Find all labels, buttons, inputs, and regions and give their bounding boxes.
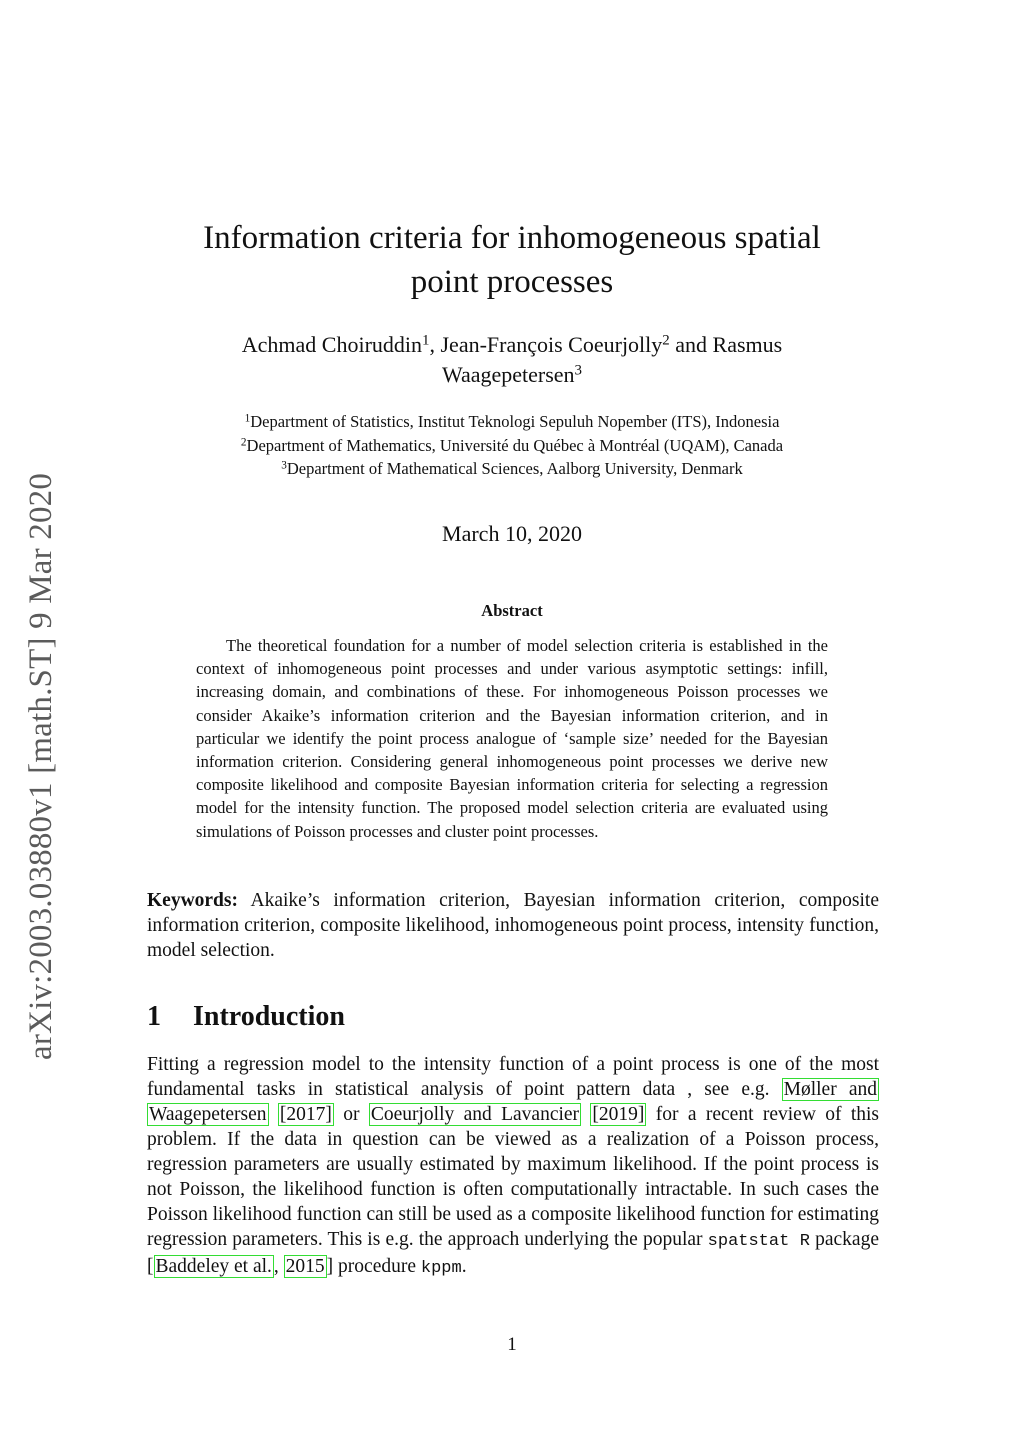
body-text: Fitting a regression model to the intensity function of a point process is one of the most fundamental tasks in statistical analysis of point pattern data , see e.g. (147, 1054, 879, 1100)
paper-title (150, 216, 874, 304)
citation-year-link[interactable]: 2015 (285, 1256, 325, 1277)
affiliation (150, 434, 874, 458)
affiliation-text: Department of Mathematical Sciences, Aalborg University, Denmark (286, 459, 743, 478)
citation-year-link[interactable]: [2017] (279, 1104, 332, 1125)
author-name: Jean-François Coeurjolly (440, 332, 663, 357)
abstract-text: The theoretical foundation for a number of model selection criteria is established in the context of inhomogeneous point processes and under various asymptotic settings: infill, increasing domain, and combinations of these. For inhomogeneous Poisson processes we consider Akaike’s information criterion and the Bayesian information criterion, and in particular we identify the point process analogue of ‘sample size’ needed for the Bayesian information criterion. Considering general inhomogeneous point processes we derive new composite likelihood and composite Bayesian information criteria for selecting a regression model for the intensity function. The proposed model selection criteria are evaluated using simulations of Poisson processes and cluster point processes. (196, 636, 828, 841)
title-line-2: point processes (410, 264, 614, 300)
inline-code: kppm (420, 1259, 462, 1278)
inline-code: spatstat R (707, 1232, 810, 1251)
affiliation-text: Department of Mathematics, Université du Québec à Montréal (UQAM), Canada (246, 435, 784, 455)
author-name: Achmad Choiruddin (241, 332, 423, 357)
body-text: or (333, 1104, 369, 1125)
citation-link[interactable]: Møller and Waagepetersen (149, 1079, 877, 1125)
body-text: for a recent review of this problem. If the data in question can be viewed as a realization of a Poisson process, regression parameters are usually estimated by maximum likelihood. If the point process is not Poisson, the likelihood function is often computationally intractable. In such cases the Poisson likelihood function can still be used as a composite likelihood function for estimating regression parameters. This is e.g. the approach underlying the popular (147, 1104, 880, 1250)
author-separator: and Rasmus (669, 332, 783, 357)
intro-paragraph (147, 1052, 879, 1281)
body-text: package (809, 1229, 879, 1250)
keywords-label: Keywords: (147, 890, 238, 911)
paper-date: March 10, 2020 (442, 521, 582, 546)
affiliation-mark: 3 (281, 459, 287, 472)
author-name: Waagepetersen (441, 362, 575, 387)
affiliation (150, 457, 874, 481)
citation-bracket-close: ] (326, 1256, 334, 1277)
body-text: . (461, 1256, 467, 1277)
citation-bracket-open: [ (147, 1256, 154, 1277)
affiliation-text: Department of Statistics, Institut Teknologi Sepuluh Nopember (ITS), Indonesia (250, 412, 780, 431)
author-separator: , (429, 332, 441, 357)
body-text: procedure (333, 1256, 421, 1277)
author-affiliation-mark: 2 (662, 332, 670, 349)
title-line-1: Information criteria for inhomogeneous spatial (203, 220, 821, 256)
citation-separator: , (273, 1256, 284, 1277)
arxiv-identifier: arXiv:2003.03880v1 [math.ST] 9 Mar 2020 (23, 472, 59, 1060)
author-affiliation-mark: 1 (422, 332, 430, 349)
citation-link[interactable]: Coeurjolly and Lavancier (370, 1104, 580, 1125)
section-title: Introduction (193, 1001, 345, 1032)
keywords-text: Akaike’s information criterion, Bayesian information criterion, composite information criterion, composite likelihood, inhomogeneous point process, intensity function, model selection. (147, 890, 879, 961)
keywords (147, 888, 879, 963)
affiliation (150, 410, 874, 434)
citation-year-link[interactable]: [2019] (592, 1104, 645, 1125)
affiliation-mark: 2 (240, 435, 247, 448)
affiliation-list (150, 410, 874, 481)
author-affiliation-mark: 3 (574, 362, 583, 379)
citation-link[interactable]: Baddeley et al. (155, 1256, 272, 1277)
section-number: 1 (147, 1001, 161, 1032)
section-heading (147, 997, 879, 1037)
page-number: 1 (507, 1334, 517, 1355)
author-list (170, 330, 854, 390)
affiliation-mark: 1 (244, 412, 251, 425)
abstract-heading: Abstract (481, 601, 543, 620)
